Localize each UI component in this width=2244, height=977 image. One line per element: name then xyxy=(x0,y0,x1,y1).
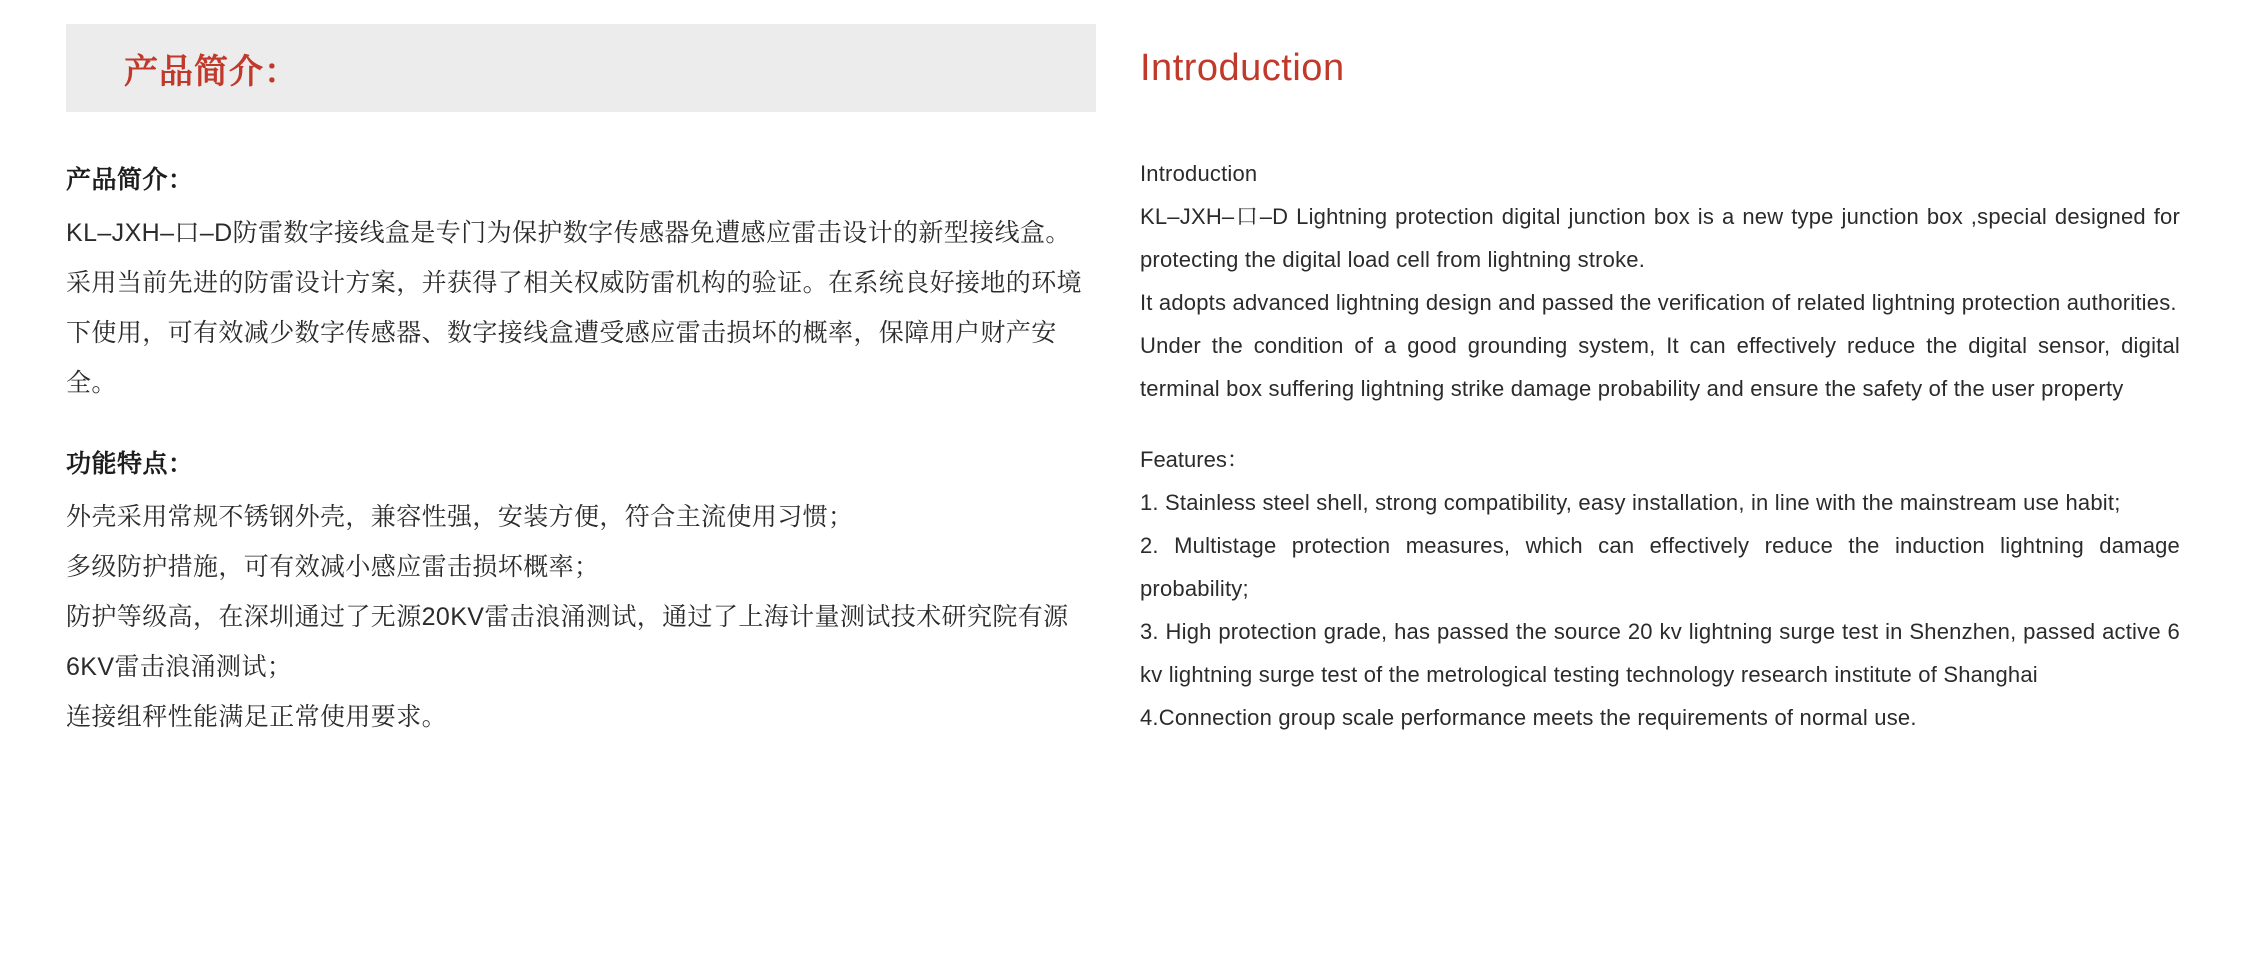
chinese-intro-paragraph: KL–JXH–口–D防雷数字接线盒是专门为保护数字传感器免遭感应雷击设计的新型接线盒。采用当前先进的防雷设计方案，并获得了相关权威防雷机构的验证。在系统良好接地的环境下使用，可有效减少数字传感器、数字接线盒遭受感应雷击损坏的概率，保障用户财产安全。 xyxy=(66,219,1083,397)
english-feature-item: 2. Multistage protection measures, which can effectively reduce the induction lightning damage probability; xyxy=(1140,533,2180,601)
chinese-body xyxy=(66,160,1096,742)
english-section-title: Introduction xyxy=(1140,47,1345,89)
chinese-intro-heading: 产品简介： xyxy=(66,166,194,194)
chinese-features-heading: 功能特点： xyxy=(66,450,194,478)
english-feature-item: 1. Stainless steel shell, strong compatibility, easy installation, in line with the mainstream use habit; xyxy=(1140,490,2121,515)
english-intro-label: Introduction xyxy=(1140,161,1258,186)
chinese-title-bar xyxy=(66,24,1096,112)
chinese-feature-line: 多级防护措施，可有效减小感应雷击损坏概率； xyxy=(66,553,600,581)
chinese-section-title: 产品简介： xyxy=(124,52,299,91)
english-intro-paragraph: KL–JXH–口–D Lightning protection digital junction box is a new type junction box ,special designed for protecting the digital load cell from lightning stroke. xyxy=(1140,204,2180,272)
english-feature-item: 4.Connection group scale performance meets the requirements of normal use. xyxy=(1140,705,1917,730)
english-body xyxy=(1140,152,2180,739)
chinese-feature-line: 连接组秤性能满足正常使用要求。 xyxy=(66,703,448,731)
chinese-feature-line: 防护等级高，在深圳通过了无源20KV雷击浪涌测试，通过了上海计量测试技术研究院有源6KV雷击浪涌测试； xyxy=(66,603,1069,681)
english-intro-paragraph: Under the condition of a good grounding system, It can effectively reduce the digital sensor, digital terminal box suffering lightning strike damage probability and ensure the safety of the user property xyxy=(1140,333,2180,401)
english-features-label: Features： xyxy=(1140,447,1249,472)
spacer xyxy=(1140,410,2180,438)
english-feature-item: 3. High protection grade, has passed the source 20 kv lightning surge test in Shenzhen, passed active 6 kv lightning surge test of the metrological testing technology research institute of Shanghai xyxy=(1140,619,2180,687)
spacer xyxy=(66,408,1096,444)
chinese-feature-line: 外壳采用常规不锈钢外壳，兼容性强，安装方便，符合主流使用习惯； xyxy=(66,503,854,531)
english-column xyxy=(1140,24,2180,739)
english-intro-paragraph: It adopts advanced lightning design and passed the verification of related lightning protection authorities. xyxy=(1140,290,2177,315)
chinese-column xyxy=(66,24,1096,742)
